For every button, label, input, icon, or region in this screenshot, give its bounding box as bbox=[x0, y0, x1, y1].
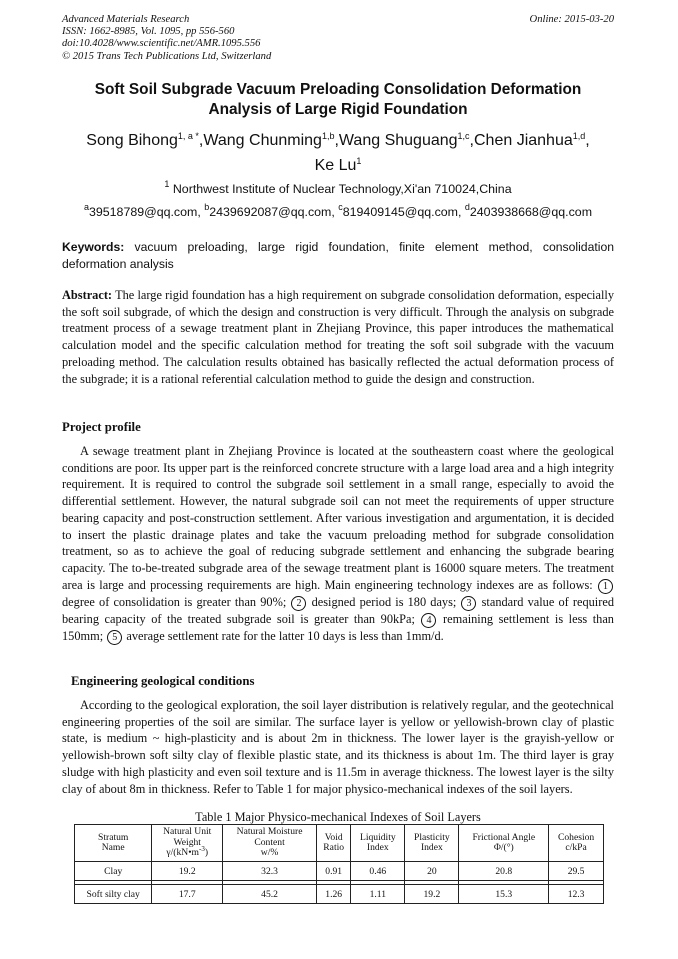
col-header: Stratum Name bbox=[75, 825, 152, 862]
section-project-profile-body: A sewage treatment plant in Zhejiang Province is located at the southeastern coast where the geological conditions are poor. Its upper part is the reinforced concrete structure with a large load area and a high integrity requirement. It is required to control the subgrade soil settlement in a small range, especially to avoid the differential settlement. However, the natural subgrade soil can not meet the requirements of upper structure bearing capacity and post-construction settlement. After various investigation and argumentation, it is decided to insert the plastic drainage plates and take the vacuum preloading method for subgrade consolidation treatment, so as to achieve the goal of reducing subgrade settlement and enhancing the subgrade bearing capacity. The to-be-treated subgrade area of the sewage treatment plant is 16000 square meters. The treatment area is large and processing requirements are high. Main engineering technology indexes are as follows: 1 degree of consolidation is greater than 90%; 2 designed period is 180 days; 3 standard value of required bearing capacity of the treated subgrade soil is greater than 90kPa; 4 remaining settlement is less than 150mm; 5 average settlement rate for the latter 10 days is less than 1mm/d. bbox=[62, 444, 614, 643]
section-heading-geological-conditions: Engineering geological conditions bbox=[71, 674, 255, 688]
soil-index-table bbox=[74, 824, 604, 904]
doi-line: doi:10.4028/www.scientific.net/AMR.1095.556 bbox=[62, 38, 261, 50]
keywords-label: Keywords: bbox=[62, 240, 125, 254]
author-list bbox=[62, 128, 614, 178]
col-header: Cohesion c/kPa bbox=[549, 825, 604, 862]
publication-header bbox=[62, 14, 622, 63]
index-number: 1 bbox=[598, 579, 613, 594]
abstract bbox=[62, 287, 614, 387]
col-header: Void Ratio bbox=[317, 825, 351, 862]
paragraph-text: According to the geological exploration, the soil layer distribution is relatively regular, and the geotechnical engineering properties of the soil are similar. The surface layer is yellow or yellowish-brown clay of plastic state, is medium ~ high-plasticity and is about 2m in thickness. The lower layer is the grayish-yellow or yellowish-brown soft silty clay of flexible plastic state, and its thickness is about 1m. The third layer is gray sludge with high plasticity and even soil texture and is 11.5m in average thickness. The lowest layer is the silty clay of about 8m in thickness. Refer to Table 1 for major physico-mechanical indexes of the soil layers. bbox=[62, 698, 614, 796]
paragraph-text: A sewage treatment plant in Zhejiang Province is located at the southeastern coast where the geological conditions are poor. Its upper part is the reinforced concrete structure with a large load area and a high integrity requirement. It is required to control the subgrade soil settlement in a small range, especially to avoid the differential settlement. However, the natural subgrade soil can not meet the requirements of upper structure bearing capacity and post-construction settlement. After various investigation and argumentation, it is decided to insert the plastic drainage plates and take the vacuum preloading method for subgrade consolidation treatment, so as to achieve the goal of reducing subgrade settlement and enhancing the subgrade bearing capacity. The to-be-treated subgrade area of the sewage treatment plant is 16000 square meters. The treatment area is large and processing requirements are high. Main engineering technology indexes are as follows: bbox=[62, 444, 614, 592]
copyright-line: © 2015 Trans Tech Publications Ltd, Switzerland bbox=[62, 50, 272, 62]
col-header: Liquidity Index bbox=[351, 825, 405, 862]
abstract-label: Abstract: bbox=[62, 288, 113, 302]
paper-title: Soft Soil Subgrade Vacuum Preloading Consolidation Deformation Analysis of Large Rigid Foundation bbox=[94, 81, 582, 118]
col-header: Natural Unit Weight $\gamma/(kN•m^{-3})$ bbox=[152, 825, 223, 862]
index-number: 3 bbox=[461, 596, 476, 611]
email[interactable]: $^a$39518789@qq.com bbox=[83, 202, 198, 219]
email[interactable]: $^b$2439692087@qq.com bbox=[204, 202, 332, 219]
col-header: Frictional Angle Φ/(°) bbox=[459, 825, 549, 862]
section-heading-project-profile: Project profile bbox=[62, 420, 141, 434]
keywords-text: vacuum preloading, large rigid foundation, finite element method, consolidation deformation analysis bbox=[62, 240, 615, 271]
email-list: $^a$39518789@qq.com, $^b$2439692087@qq.com, $^c$819409145@qq.com, $^d$2403938668@qq.com bbox=[83, 202, 593, 219]
table-row: Clay 19.2 32.3 0.91 0.46 20 20.8 29.5 bbox=[75, 862, 604, 881]
index-number: 5 bbox=[107, 630, 122, 645]
online-date: Online: 2015-03-20 bbox=[529, 14, 614, 25]
email[interactable]: $^c$819409145@qq.com bbox=[338, 202, 458, 219]
table-caption: Table 1 Major Physico-mechanical Indexes of Soil Layers bbox=[195, 810, 481, 824]
issn-line: ISSN: 1662-8985, Vol. 1095, pp 556-560 bbox=[62, 26, 235, 38]
col-header: Plasticity Index bbox=[405, 825, 459, 862]
email[interactable]: $^d$2403938668@qq.com bbox=[464, 202, 593, 219]
section-geological-body bbox=[62, 697, 614, 797]
index-number: 2 bbox=[291, 596, 306, 611]
index-number: 4 bbox=[421, 613, 436, 628]
col-header: Natural Moisture Content w/% bbox=[223, 825, 317, 862]
author: Wang Shuguang$^{1,c}$, bbox=[338, 131, 474, 149]
journal-name: Advanced Materials Research bbox=[62, 14, 190, 25]
author: Ke Lu$^1$ bbox=[314, 156, 362, 174]
table-row: Soft silty clay 17.7 45.2 1.26 1.11 19.2 15.3 12.3 bbox=[75, 885, 604, 904]
author: Wang Chunming$^{1,b}$, bbox=[203, 131, 339, 149]
abstract-text: The large rigid foundation has a high requirement on subgrade consolidation deformation, especially the soft soil subgrade, of which the design and construction is very difficult. Through the analysis on subgrade treatment process of a sewage treatment plant in Zhejiang Province, this paper introduces the mathematical calculation model and the specific calculation method for treating the soft soil subgrade with the vacuum preloading method. The calculation results obtained has basically reflected the actual deformation process of the subgrade; it is a rational referential calculation method to guide the design and construction. bbox=[62, 288, 614, 386]
table-header-row bbox=[75, 825, 604, 862]
author: Song Bihong$^{1, a *}$, bbox=[86, 131, 204, 149]
affiliation: $^1$ Northwest Institute of Nuclear Technology,Xi'an 710024,China bbox=[164, 179, 512, 196]
keywords bbox=[62, 239, 614, 273]
author: Chen Jianhua$^{1,d}$, bbox=[474, 131, 590, 149]
